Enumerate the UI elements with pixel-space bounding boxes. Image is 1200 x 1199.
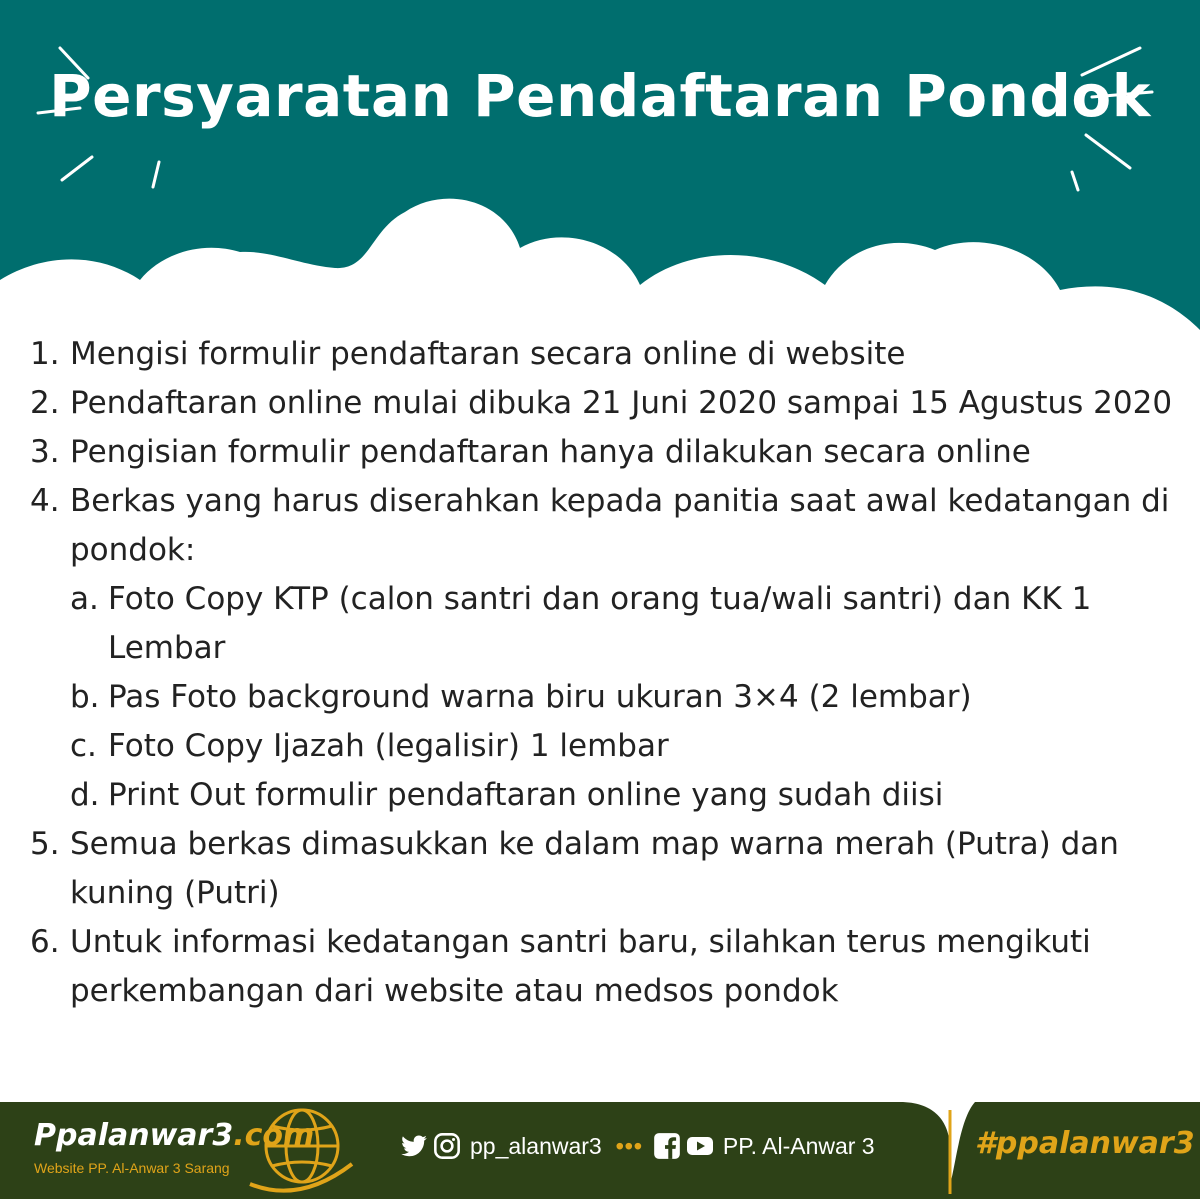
separator-dots: ••• bbox=[615, 1132, 643, 1159]
item-number: 1. bbox=[30, 336, 60, 372]
item-text: Pengisian formulir pendaftaran hanya dilakukan secara online bbox=[70, 434, 1031, 470]
twitter-icon[interactable] bbox=[400, 1132, 428, 1160]
sub-item-letter: a. bbox=[70, 581, 99, 617]
sub-list-item bbox=[70, 722, 1180, 771]
list-item bbox=[30, 428, 1180, 477]
item-text: Berkas yang harus diserahkan kepada panitia saat awal kedatangan di pondok: bbox=[70, 483, 1170, 568]
item-text: Semua berkas dimasukkan ke dalam map warna merah (Putra) dan kuning (Putri) bbox=[70, 826, 1119, 911]
item-text: Mengisi formulir pendaftaran secara online di website bbox=[70, 336, 906, 372]
brand-tagline: Website PP. Al-Anwar 3 Sarang bbox=[34, 1160, 230, 1176]
facebook-icon[interactable] bbox=[653, 1132, 681, 1160]
item-number: 5. bbox=[30, 826, 60, 862]
sub-item-letter: d. bbox=[70, 777, 100, 813]
list-item bbox=[30, 379, 1180, 428]
sub-item-letter: b. bbox=[70, 679, 100, 715]
brand-name: Ppalanwar3 bbox=[34, 1118, 234, 1153]
sub-item-text: Foto Copy Ijazah (legalisir) 1 lembar bbox=[108, 728, 669, 764]
social-links bbox=[400, 1132, 885, 1160]
list-item bbox=[30, 918, 1180, 1016]
sub-list-item bbox=[70, 575, 1180, 673]
page-title: Persyaratan Pendaftaran Pondok bbox=[49, 62, 1151, 130]
list-item bbox=[30, 477, 1180, 820]
sub-item-text: Pas Foto background warna biru ukuran 3×4 (2 lembar) bbox=[108, 679, 972, 715]
item-number: 2. bbox=[30, 385, 60, 421]
footer-bar bbox=[0, 1102, 1200, 1199]
list-item bbox=[30, 820, 1180, 918]
requirements-list bbox=[30, 330, 1180, 1016]
item-number: 4. bbox=[30, 483, 60, 519]
list-item bbox=[30, 330, 1180, 379]
youtube-icon[interactable] bbox=[686, 1132, 714, 1160]
hashtag: #ppalanwar3 bbox=[975, 1126, 1195, 1161]
item-number: 6. bbox=[30, 924, 60, 960]
instagram-handle[interactable]: pp_alanwar3 bbox=[470, 1132, 602, 1159]
sub-item-text: Print Out formulir pendaftaran online yang sudah diisi bbox=[108, 777, 944, 813]
item-text: Untuk informasi kedatangan santri baru, silahkan terus mengikuti perkembangan dari website atau medsos pondok bbox=[70, 924, 1091, 1009]
header-background bbox=[0, 0, 1200, 380]
instagram-icon[interactable] bbox=[433, 1132, 461, 1160]
brand-domain: .com bbox=[233, 1118, 315, 1153]
sub-list-item bbox=[70, 673, 1180, 722]
sub-list bbox=[70, 575, 1180, 820]
item-number: 3. bbox=[30, 434, 60, 470]
facebook-page-name[interactable]: PP. Al-Anwar 3 bbox=[722, 1132, 875, 1159]
sub-list-item bbox=[70, 771, 1180, 820]
sub-item-text: Foto Copy KTP (calon santri dan orang tua/wali santri) dan KK 1 Lembar bbox=[108, 581, 1092, 666]
sub-item-letter: c. bbox=[70, 728, 97, 764]
item-text: Pendaftaran online mulai dibuka 21 Juni 2020 sampai 15 Agustus 2020 bbox=[70, 385, 1173, 421]
brand-logo bbox=[34, 1118, 314, 1153]
